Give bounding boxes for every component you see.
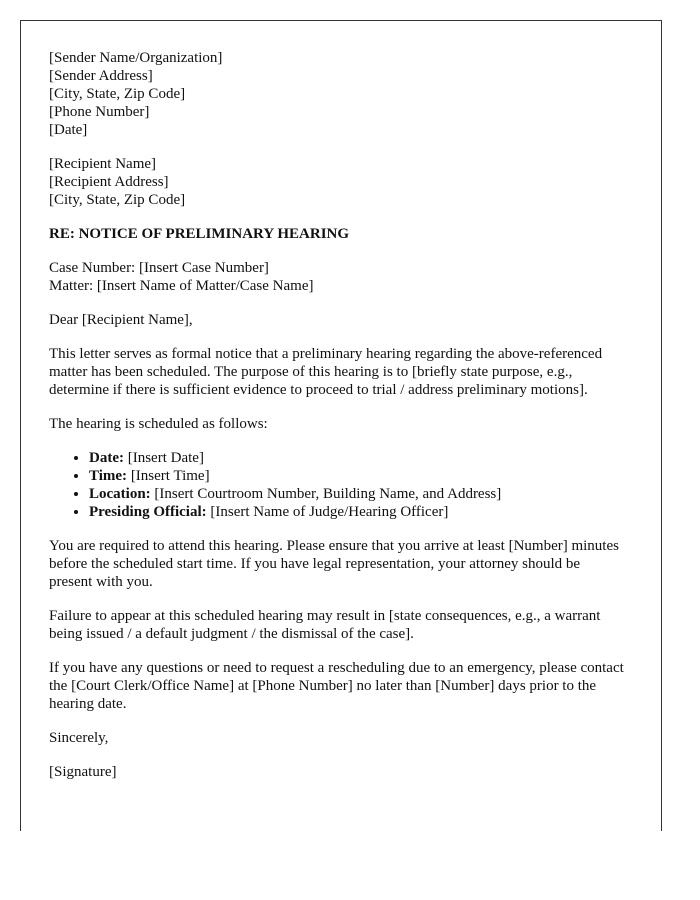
- letter-page: [20, 20, 662, 831]
- detail-time: [89, 467, 661, 485]
- detail-location: [89, 485, 661, 503]
- closing: Sincerely,: [49, 730, 109, 746]
- case-number: Case Number: [Insert Case Number]: [49, 260, 269, 276]
- detail-value: [Insert Courtroom Number, Building Name, and Address]: [150, 486, 502, 502]
- subject-text: RE: NOTICE OF PRELIMINARY HEARING: [49, 226, 350, 242]
- detail-value: [Insert Time]: [127, 468, 210, 484]
- signature: [Signature]: [49, 764, 117, 780]
- sender-block: [49, 49, 627, 139]
- paragraph-contact: If you have any questions or need to request a rescheduling due to an emergency, please contact the [Court Clerk/Office Name] at [Phone Number] no later than [Number] days prior to the hearing date.: [49, 660, 624, 712]
- paragraph-purpose: This letter serves as formal notice that a preliminary hearing regarding the above-referenced matter has been scheduled. The purpose of this hearing is to [briefly state purpose, e.g., determine if there is sufficient evidence to proceed to trial / address preliminary motions].: [49, 346, 603, 398]
- detail-label: Presiding Official:: [89, 504, 207, 520]
- recipient-name: [Recipient Name]: [49, 156, 157, 172]
- recipient-address: [Recipient Address]: [49, 174, 169, 190]
- sender-phone: [Phone Number]: [49, 104, 150, 120]
- paragraph-attendance: You are required to attend this hearing. Please ensure that you arrive at least [Number] minutes before the scheduled start time. If you have legal representation, your attorney should be present with you.: [49, 538, 619, 590]
- salutation: Dear [Recipient Name],: [49, 312, 193, 328]
- recipient-block: [49, 155, 627, 209]
- detail-value: [Insert Name of Judge/Hearing Officer]: [206, 504, 449, 520]
- hearing-details-list: [49, 449, 661, 521]
- paragraph-consequences: Failure to appear at this scheduled hearing may result in [state consequences, e.g., a warrant being issued / a default judgment / the dismissal of the case].: [49, 608, 601, 642]
- case-info: [49, 259, 627, 295]
- letter-date: [Date]: [49, 122, 88, 138]
- subject-line: [49, 225, 627, 243]
- sender-address: [Sender Address]: [49, 68, 153, 84]
- detail-label: Date:: [89, 450, 124, 466]
- sender-city: [City, State, Zip Code]: [49, 86, 186, 102]
- detail-presiding-official: [89, 503, 661, 521]
- paragraph-schedule-intro: The hearing is scheduled as follows:: [49, 416, 268, 432]
- sender-name: [Sender Name/Organization]: [49, 50, 223, 66]
- matter: Matter: [Insert Name of Matter/Case Name]: [49, 278, 314, 294]
- detail-label: Location:: [89, 486, 151, 502]
- recipient-city: [City, State, Zip Code]: [49, 192, 186, 208]
- detail-date: [89, 449, 661, 467]
- detail-label: Time:: [89, 468, 128, 484]
- detail-value: [Insert Date]: [123, 450, 204, 466]
